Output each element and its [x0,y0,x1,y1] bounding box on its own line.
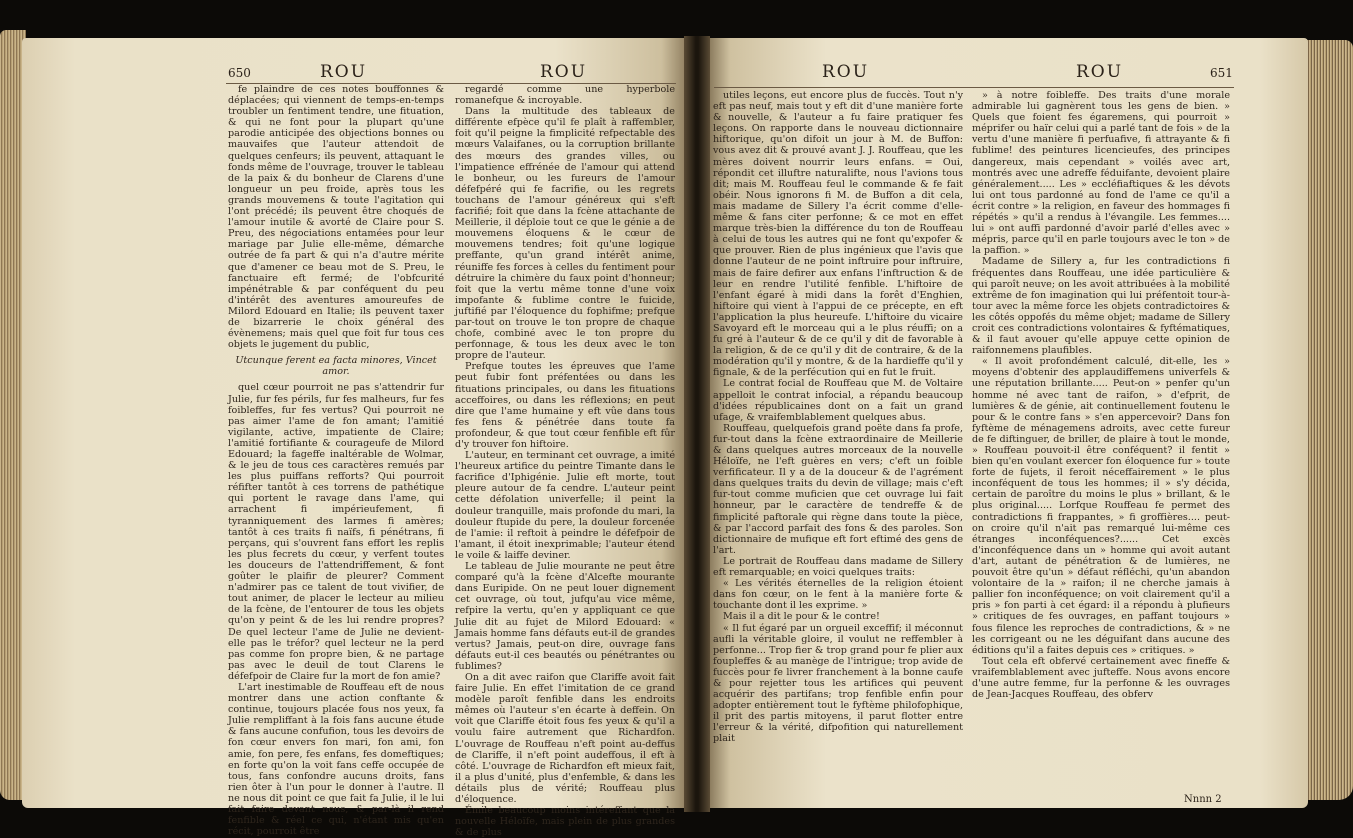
paragraph: L'auteur, en terminant cet ouvrage, a imité l'heureux artifice du peintre Timante dans le facrifice d'Iphigénie. Julie eft morte, tout pleure autour de fa cendre. L'auteur peint cette défolation univerfelle; il peint la douleur tranquille, mais profonde du mari, la douleur ftupide du pere, la douleur forcenée de l'amie: il reftoit à peindre le défefpoir de l'amant, il étoit inexprimable; l'auteur étend le voile & laiffe deviner. [455,450,675,561]
paragraph: L'art inestimable de Rouffeau eft de nous montrer dans une action conftante & continue, toujours placée fous nos yeux, fa Julie rempliffant à la fois fans aucune étude & fans aucune confufion, tous les devoirs de fon cœur envers fon mari, fon ami, fon amie, fon pere, fes enfans, fes domeftiques; en forte qu'on la voit fans ceffe occupée de tous, fans confondre aucuns droits, fans rien ôter à l'un pour le donner à l'autre. Il ne nous dit point ce que fait fa Julie, il le lui fait faire devant nous, & par-là il rend fenfible & réel ce qui, n'étant mis qu'en récit, pourroit être [228,681,444,838]
paragraph: Tout cela eft obfervé certainement avec fineffe & vraifemblablement avec jufteffe. Nous avons encore d'une autre femme, fur la perfonne & les ouvrages de Jean-Jacques Rouffeau, des obferv [972,655,1230,701]
right-page-column-2 [972,90,1230,792]
folio-left: 650 [228,66,251,80]
paragraph: Le tableau de Julie mourante ne peut être comparé qu'à la fcène d'Alcefte mourante dans Euripide. On ne peut louer dignement cet ouvrage, où tout, jufqu'au vice même, refpire la vertu, qu'en y appliquant ce que Julie dit au fujet de Milord Edouard: « Jamais homme fans défauts eut-il de grandes vertus? Jamais, peut-on dire, ouvrage fans défauts eut-il ces beautés ou pénétrantes ou fublimes? [455,561,675,672]
signature-mark: Nnnn 2 [1184,794,1222,805]
left-page-column-2 [455,84,675,838]
paragraph: Utcunque ferent ea facta minores, Vincet amor. [235,355,437,378]
header-rule-right [714,87,1234,88]
paragraph: « Il avoit profondément calculé, dit-elle, les » moyens d'obtenir des applaudiffemens univerfels & une réputation brillante..... Peut-on » penfer qu'un homme né avec tant de raifon, » d'efprit, de lumières & de génie, ait continuellement foutenu le pour & le contre fans » s'en appercevoir? Dans fon fyftème de ménagemens adroits, avec cette fureur de fe diftinguer, de briller, de plaire à tout le monde, » Rouffeau pouvoit-il être conféquent? il fentit » bien qu'en voulant exercer fon éloquence fur » toute forte de fujets, il feroit néceffairement » le plus inconféquent de tous les hommes; il » s'y décida, certain de paroître du moins le plus » brillant, & le plus original..... Lorfque Rouffeau fe permet des contradictions fi frappantes, » fi groffières.... peut-on croire qu'il n'ait pas remarqué lui-même ces étranges inconféquences?...... Cet excès d'inconféquence dans un » homme qui avoit autant d'art, autant de pénétration & de lumières, ne pouvoit être qu'un » défaut réfléchi, qu'un abandon volontaire de la » raifon; il ne cherche jamais à pallier fon inconféquence; on voit clairement qu'il a pris » fon parti à cet égard: il a répondu à plufieurs » critiques de fes ouvrages, en paffant toujours » fous filence les reproches de contradictions, & » ne les corrigeant ou ne les déguifant dans aucune des éditions qu'il a faites depuis ces » critiques. » [972,356,1230,656]
paragraph: fe plaindre de ces notes bouffonnes & déplacées; qui viennent de temps-en-temps troubler un fentiment tendre, une fituation, & qui ne font pour la plupart qu'une parodie anticipée des objections bonnes ou mauvaifes que l'auteur attendoit de quelques cenfeurs; ils peuvent, attaquant le fonds même de l'ouvrage, trouver le tableau de la paix & du bonheur de Clarens d'une longueur un peu froide, après tous les grands mouvemens & toute l'agitation qui l'ont précédé; ils peuvent être choqués de l'amour inutile & avorté de Claire pour S. Preu, des négociations entamées pour leur mariage par Julie elle-même, démarche outrée de fa part & qui n'a d'autre mérite que d'amener ce beau mot de S. Preu, le fanctuaire eft fermé; de l'obfcurité impénétrable & par conféquent du peu d'intérêt des aventures amoureufes de Milord Edouard en Italie; ils peuvent taxer de bizarrerie le choix général des évènemens; mais quel que foit fur tous ces objets le jugement du public, [228,84,444,351]
paragraph: Le contrat focial de Rouffeau que M. de Voltaire appelloit le contrat infocial, a répandu beaucoup d'idées républicaines dont on a fait un grand ufage, & vraifemblablement quelques abus. [713,378,963,423]
running-head-left-2: ROU [540,62,588,82]
paragraph: Prefque toutes les épreuves que l'ame peut fubir font préfentées ou dans les fituations principales, ou dans les fituations acceffoires, ou dans les réflexions; en peut dire que l'ame humaine y eft vûe dans tous fes fens & pénétrée dans toute fa profondeur, & que tout cœur fenfible eft fûr d'y trouver fon hiftoire. [455,361,675,450]
paragraph: quel cœur pourroit ne pas s'attendrir fur Julie, fur fes périls, fur fes malheurs, fur fes foibleffes, fur fes vertus? Qui pourroit ne pas aimer l'ame de fon amant; l'amitié vigilante, active, impatiente de Claire; l'amitié fortifiante & courageufe de Milord Edouard; la fageffe inaltérable de Wolmar, & le jeu de tous ces caractères remués par les plus puiffans refforts? Qui pourroit réfifter tantôt à ces torrens de pathétique qui portent le ravage dans l'ame, qui arrachent fi impérieufement, fi tyranniquement des larmes fi amères; tantôt à ces traits fi naïfs, fi pénétrans, fi perçans, qui s'ouvrent fans effort les replis les plus fecrets du cœur, y verfent toutes les douceurs de l'attendriffement, & font goûter le plaifir de pleurer? Comment n'admirer pas ce talent de tout vivifier, de tout animer, de placer le lecteur au milieu de la fcène, de l'entourer de tous les objets qu'on y peint & de les lui rendre propres? De quel lecteur l'ame de Julie ne devient-elle pas le tréfor? quel lecteur ne la perd pas comme fon propre bien, & ne partage pas avec le deuil de tout Clarens le défefpoir de Claire fur la mort de fon amie? [228,382,444,682]
paragraph: Dans la multitude des tableaux de différente efpèce qu'il fe plaît à raffembler, foit qu'il peigne la fimplicité refpectable des mœurs Valaifanes, ou la corruption brillante des mœurs des grandes villes, ou l'impatience effrénée de l'amour qui attend le bonheur, ou les fureurs de l'amour défefpéré qui fe facrifie, ou les regrets touchans de l'amour généreux qui s'eft facrifié; foit que dans la fcène attachante de Meillerie, il déploie tout ce que le génie a de mouvemens éloquens & le cœur de mouvemens tendres; foit qu'une logique preffante, qu'un grand intérêt anime, réuniffe fes forces à celles du fentiment pour détruire la chimère du faux point d'honneur; foit que la vertu même tonne d'une voix impofante & fublime contre le fuicide, juftifié par l'éloquence du fophifme; prefque par-tout on trouve le ton propre de chaque chofe, combiné avec le ton propre du perfonnage, & tous les deux avec le ton propre de l'auteur. [455,106,675,362]
paragraph: regardé comme une hyperbole romanefque & incroyable. [455,84,675,107]
paragraph: « Il fut égaré par un orgueil exceffif; il méconnut aufli la véritable gloire, il voulut ne reffembler à perfonne... Trop fier & trop grand pour fe plier aux foupleffes & au manège de l'intrigue; trop avide de fuccès pour fe livrer franchement à la bonne caufe & pour rejetter tous les artifices qui peuvent acquérir des partifans; trop fenfible enfin pour adopter entièrement tout le fyftème philofophique, il prit des partis mitoyens, il parut flotter entre l'erreur & la vérité, difpofition qui naturellement plait [713,622,963,745]
right-page-column-1 [713,90,963,802]
folio-right: 651 [1210,66,1233,80]
paragraph: Mais il a dit le pour & le contre! [723,611,880,623]
paragraph: Émile beaucoup moins intéreffant que la nouvelle Héloïfe, mais plein de plus grandes & de plus [455,805,675,838]
paragraph: utiles leçons, eut encore plus de fuccès. Tout n'y eft pas neuf, mais tout y eft dit d'une manière forte & nouvelle, & l'auteur a fu faire pratiquer fes leçons. On rapporte dans le nouveau dictionnaire hiftorique, qu'on difoit un jour à M. de Buffon: vous avez dit & prouvé avant J. J. Rouffeau, que les mères doivent nourrir leurs enfans. = Oui, répondit cet illuftre naturalifte, nous l'avions tous dit; mais M. Rouffeau feul le commande & fe fait obéir. Nous ignorons fi M. de Buffon a dit cela, mais madame de Sillery l'a écrit comme d'elle-même & fans citer perfonne; & ce mot en effet marque très-bien la différence du ton de Rouffeau à celui de tous les autres qui ne font qu'expofer & que prouver. Rien de plus ingénieux que l'avis que donne l'auteur de ne point inftruire pour inftruire, mais de faire defirer aux enfans l'inftruction & de leur en rendre l'utilité fenfible. L'hiftoire de l'enfant égaré à midi dans la forêt d'Enghien, hiftoire qui vient à l'appui de ce précepte, en eft l'application la plus heureufe. L'hiftoire du vicaire Savoyard eft le morceau qui a le plus réuffi; on a fu gré à l'auteur & de ce qu'il y dit de favorable à la religion, & de ce qu'il y dit de contraire, & de la modération qu'il y montre, & de la hardieffe qu'il y fignale, & de la perfécution qui en fut le fruit. [713,90,963,379]
running-head-right-2: ROU [1076,62,1124,82]
book-gutter [684,36,710,812]
paragraph: Rouffeau, quelquefois grand poëte dans fa profe, fur-tout dans la fcène extraordinaire de Meillerie & dans quelques autres morceaux de la nouvelle Héloïfe, ne l'eft guères en vers; c'eft un foible verfificateur. Il y a de la douceur & de l'agrément dans quelques traits du devin de village; mais c'eft fur-tout comme muficien que cet ouvrage lui fait honneur, par le caractère de tendreffe & de fimplicité paftorale qui règne dans toute la pièce, & par l'accord parfait des fons & des paroles. Son dictionnaire de mufique eft fort eftimé des gens de l'art. [713,422,963,556]
right-page-edges [1301,40,1353,800]
paragraph: On a dit avec raifon que Clariffe avoit fait faire Julie. En effet l'imitation de ce grand modèle paroît fenfible dans les endroits mêmes où l'auteur s'en écarte à deffein. On voit que Clariffe étoit fous fes yeux & qu'il a voulu faire autrement que Richardfon. L'ouvrage de Rouffeau n'eft point au-deffus de Clariffe, il n'eft point audeffous, il eft à côté. L'ouvrage de Richardfon eft mieux fait, il a plus d'unité, plus d'enfemble, & dans les détails plus de vérité; Rouffeau plus d'éloquence. [455,671,675,805]
paragraph: Le portrait de Rouffeau dans madame de Sillery eft remarquable; en voici quelques traits: [713,555,963,579]
running-head-left: ROU [320,62,368,82]
paragraph: Madame de Sillery a, fur les contradictions fi fréquentes dans Rouffeau, une idée particulière & qui paroît neuve; on les avoit attribuées à la mobilité extrême de fon imagination qui lui préfentoit tour-à-tour avec la même force les objets contradictoires & les côtés oppofés du même objet; madame de Sillery croit ces contradictions volontaires & fyftématiques, & il faut avouer qu'elle appuye cette opinion de raifonnemens plaufibles. [972,256,1230,357]
paragraph: « Les vérités éternelles de la religion étoient dans fon cœur, on le fent à la manière forte & touchante dont il les exprime. » [713,578,963,612]
paragraph: » à notre foibleffe. Des traits d'une morale admirable lui gagnèrent tous les gens de bien. » Quels que foient fes égaremens, qui pourroit » méprifer ou haïr celui qui a parlé tant de fois » de la vertu d'une manière fi perfuafive, fi attrayante & fi fublime! des peintures licencieufes, des principes dangereux, mais cependant » voilés avec art, montrés avec une adreffe féduifante, devoient plaire généralement..... Les » eccléfiaftiques & les dévots lui ont tous pardonné au fond de l'ame ce qu'il a écrit contre » la religion, en faveur des hommages fi répétés » qu'il a rendus à l'évangile. Les femmes.... lui » ont auffi pardonné d'avoir parlé d'elles avec » mépris, parce qu'il en parle toujours avec le ton » de la paffion. » [972,90,1230,257]
left-page-column-1 [228,84,444,838]
running-head-right: ROU [822,62,870,82]
